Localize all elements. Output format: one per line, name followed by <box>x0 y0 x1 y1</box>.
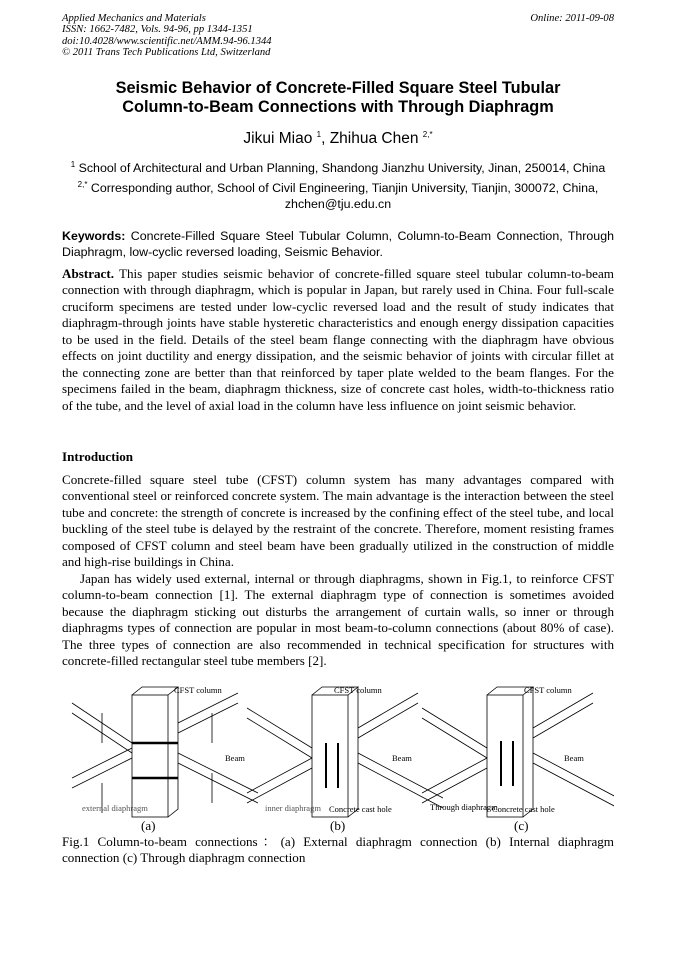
aff-text: School of Architectural and Urban Planning, Shandong Jianzhu University, Jinan, 250014, China <box>78 161 606 176</box>
figure-a-drawing <box>72 687 258 817</box>
affiliation-2 <box>62 177 614 212</box>
intro-paragraph-2: Japan has widely used external, internal or through diaphragms, shown in Fig.1, to reinforce CFST column-to-beam connection [1]. The external diaphragm type of connection is sometimes avoided because the diaphragm sticking out disturbs the arrangement of curtain walls, so inner or through diaphragms types of connection are popular in most beam-to-column connections (about 80% of case). The three types of connection are also recommended in technical specification for structures with concrete-filled rectangular steel tube members [2]. <box>62 571 614 669</box>
online-date: Online: 2011-09-08 <box>530 13 614 24</box>
subfigure-label-c: (c) <box>514 818 529 833</box>
label-beam-b: Beam <box>392 753 412 763</box>
journal-name: Applied Mechanics and Materials <box>62 13 206 24</box>
doi: doi:10.4028/www.scientific.net/AMM.94-96.1344 <box>62 35 272 47</box>
subfigure-label-b: (b) <box>330 818 346 833</box>
figure-caption: Fig.1 Column-to-beam connections：(a) External diaphragm connection (b) Internal diaphragm connection (c) Through diaphragm connection <box>62 834 614 866</box>
label-column-b: CFST column <box>334 685 382 695</box>
abstract <box>62 266 614 414</box>
aff-text: Corresponding author, School of Civil Engineering, Tianjin University, Tianjin, 300072, China, <box>90 181 599 196</box>
authors <box>62 130 614 148</box>
label-inner-diaphragm: inner diaphragm <box>265 803 321 813</box>
aff-sup: 2,* <box>77 180 88 189</box>
label-column-c: CFST column <box>524 685 572 695</box>
label-through-diaphragm: Through diaphragm <box>430 802 498 812</box>
author: Jikui Miao <box>243 130 313 148</box>
figure-b-drawing <box>247 687 443 817</box>
subfigure-label-a: (a) <box>141 818 156 833</box>
abstract-label: Abstract. <box>62 266 114 281</box>
keywords <box>62 228 614 260</box>
author-sup: 2,* <box>422 130 433 139</box>
label-cast-hole-c: Concrete cast hole <box>492 804 555 814</box>
label-beam-c: Beam <box>564 753 584 763</box>
affiliation-1 <box>62 157 614 176</box>
section-heading: Introduction <box>62 449 134 464</box>
keywords-text: Concrete-Filled Square Steel Tubular Column, Column-to-Beam Connection, Through Diaphragm, low-cyclic reversed loading, Seismic Behavior. <box>62 229 614 259</box>
intro-paragraph-1: Concrete-filled square steel tube (CFST) column system has many advantages compared with conventional steel or reinforced concrete system. The main advantage is the interaction between the steel tube and concrete: the strength of concrete is increased by the confining effect of the steel tube, and local buckling of the steel tube is delayed by the restraint of the concrete. Therefore, moment resisting frames composed of CFST column and steel beam have been gradually utilized in the construction of middle and high-rise buildings in China. <box>62 472 614 570</box>
aff-sup: 1 <box>70 160 76 169</box>
keywords-label: Keywords: <box>62 229 126 243</box>
label-cast-hole-b: Concrete cast hole <box>329 804 392 814</box>
label-column-a: CFST column <box>174 685 222 695</box>
title-line: Column-to-Beam Connections with Through Diaphragm <box>122 98 554 116</box>
author-sep: , <box>321 130 330 148</box>
paper-title <box>62 79 614 117</box>
email: zhchen@tju.edu.cn <box>284 197 392 212</box>
figure-1-drawings <box>62 683 614 833</box>
journal-header <box>62 13 272 59</box>
title-line: Seismic Behavior of Concrete-Filled Square Steel Tubular <box>115 79 561 97</box>
author: Zhihua Chen <box>329 130 419 148</box>
label-external-diaphragm: external diaphragm <box>82 803 148 813</box>
abstract-text: This paper studies seismic behavior of concrete-filled square steel tubular column-to-beam connection with through diaphragm, which is popular in Japan, but rarely used in China. Four full-scale cruciform specimens are tested under low-cyclic reversed load and the result of study indicates that diaphragm-through joints have stable hysteretic characteristics and enough energy dissipation capacities to be used in the field. Details of the steel beam flange connecting with the diaphragm have obvious effects on joint ductility and energy dissipation, and the seismic behavior of joints with circular fillet at the connecting zone are better than that reinforced by taper plate welded to the beam flanges. For the specimens failed in the beam, diaphragm thickness, size of concrete cast holes, width-to-thickness ratio of the tube, and the level of axial load in the column have less influence on joint seismic behavior. <box>62 266 614 413</box>
label-beam-a: Beam <box>225 753 245 763</box>
figure-c-drawing <box>422 687 614 817</box>
author-sup: 1 <box>316 130 322 139</box>
copyright: © 2011 Trans Tech Publications Ltd, Switzerland <box>62 47 271 59</box>
issn: ISSN: 1662-7482, Vols. 94-96, pp 1344-1351 <box>62 24 253 36</box>
